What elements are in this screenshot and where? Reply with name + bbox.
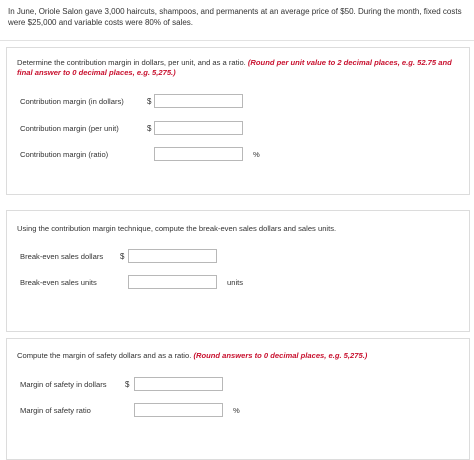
- cm-dollars-input[interactable]: [154, 94, 243, 108]
- contribution-margin-panel: [6, 47, 470, 195]
- divider: [0, 40, 474, 41]
- cm-dollars-label: Contribution margin (in dollars): [20, 97, 124, 106]
- problem-statement: In June, Oriole Salon gave 3,000 haircuts, shampoos, and permanents at an average price of $50. During the month, fixed costs were $25,000 and variable costs were 80% of sales.: [8, 7, 462, 27]
- break-even-units-label: Break-even sales units: [20, 278, 97, 287]
- cm-per-unit-input[interactable]: [154, 121, 243, 135]
- mos-ratio-label: Margin of safety ratio: [20, 406, 91, 415]
- part1-rounding-note: (Round per unit value to 2 decimal places, e.g. 52.75 and final answer to 0 decimal places, e.g. 5,275.): [17, 58, 452, 77]
- cm-per-unit-currency: $: [147, 124, 152, 133]
- part3-instruction-text: Compute the margin of safety dollars and as a ratio.: [17, 351, 192, 360]
- break-even-units-suffix: units: [227, 278, 244, 287]
- break-even-panel: [6, 210, 470, 332]
- mos-ratio-row: [7, 403, 469, 419]
- break-even-units-row: [7, 275, 469, 291]
- mos-dollars-label: Margin of safety in dollars: [20, 380, 107, 389]
- mos-ratio-percent: %: [233, 406, 240, 415]
- part3-rounding-note: (Round answers to 0 decimal places, e.g. 5,275.): [193, 351, 368, 360]
- cm-ratio-label: Contribution margin (ratio): [20, 150, 109, 159]
- cm-ratio-row: [7, 147, 469, 163]
- cm-per-unit-row: [7, 121, 469, 137]
- break-even-dollars-currency: $: [120, 252, 125, 261]
- cm-dollars-currency: $: [147, 97, 152, 106]
- part2-instruction: Using the contribution margin technique, compute the break-even sales dollars and sales units.: [17, 224, 337, 233]
- cm-dollars-row: [7, 94, 469, 110]
- part3-instruction: [17, 351, 457, 361]
- mos-dollars-input[interactable]: [134, 377, 223, 391]
- cm-ratio-input[interactable]: [154, 147, 243, 161]
- part1-instruction: [17, 58, 457, 78]
- mos-dollars-currency: $: [125, 380, 130, 389]
- part1-instruction-text: Determine the contribution margin in dollars, per unit, and as a ratio.: [17, 58, 246, 67]
- break-even-dollars-row: [7, 249, 469, 265]
- mos-dollars-row: [7, 377, 469, 393]
- margin-of-safety-panel: [6, 338, 470, 460]
- cm-ratio-percent: %: [253, 150, 260, 159]
- break-even-dollars-input[interactable]: [128, 249, 217, 263]
- break-even-dollars-label: Break-even sales dollars: [20, 252, 104, 261]
- cm-per-unit-label: Contribution margin (per unit): [20, 124, 119, 133]
- mos-ratio-input[interactable]: [134, 403, 223, 417]
- break-even-units-input[interactable]: [128, 275, 217, 289]
